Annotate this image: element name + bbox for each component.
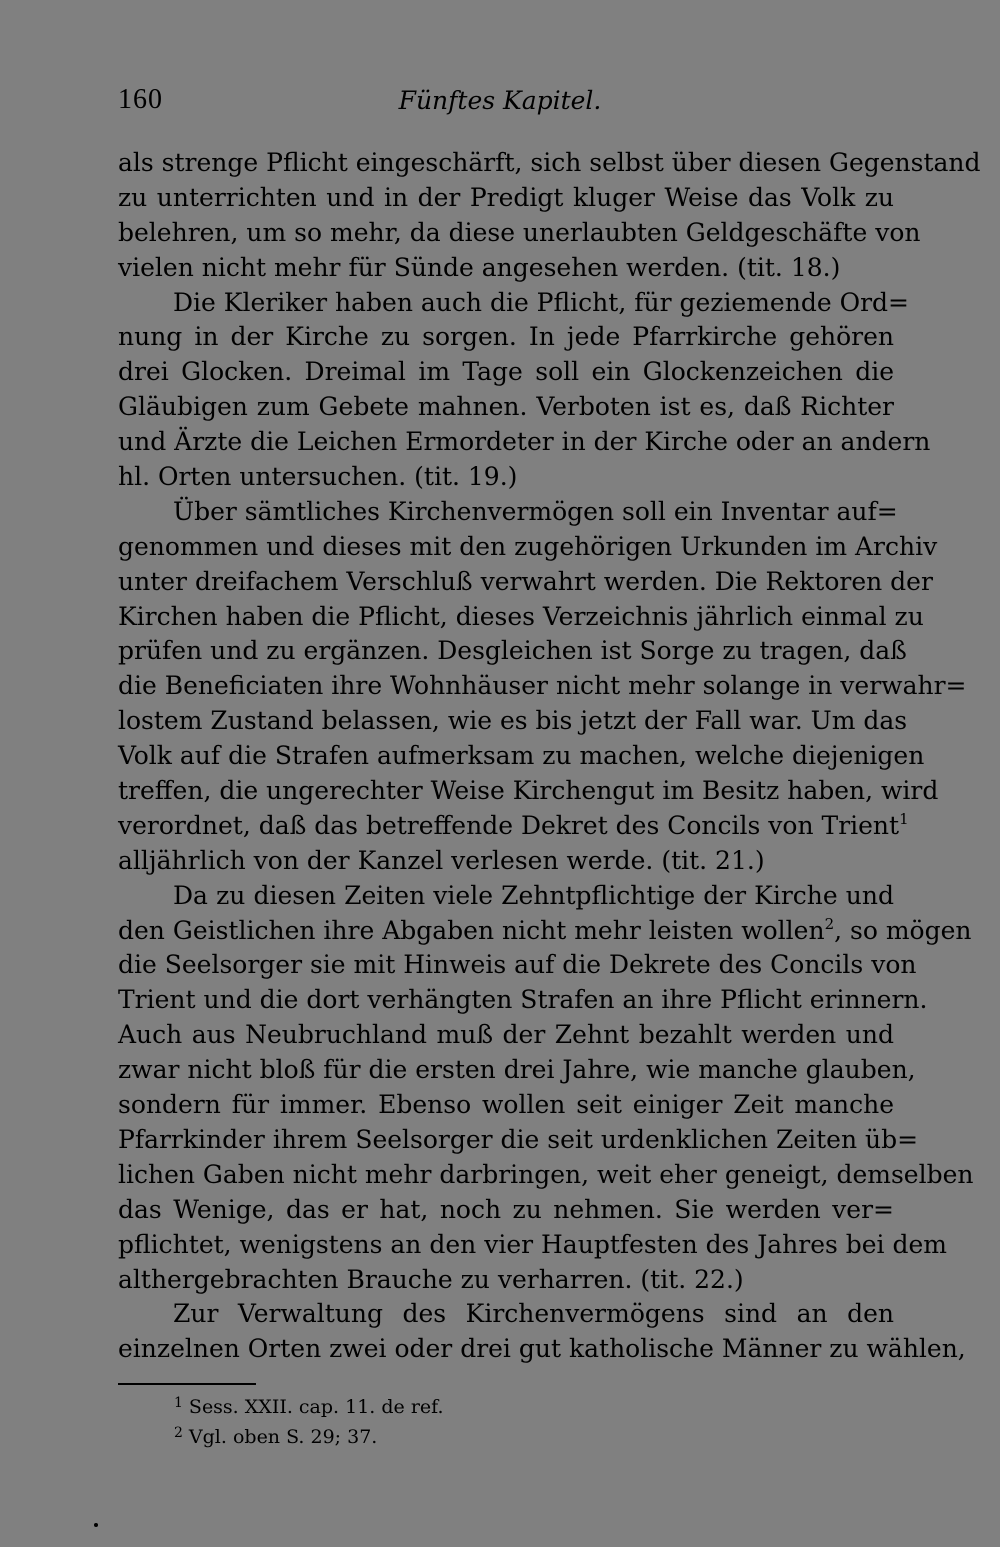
text-line: althergebrachten Brauche zu verharren. (tit. 22.) [118, 1264, 744, 1294]
footnote [174, 1388, 874, 1418]
text-line: zwar nicht bloß für die ersten drei Jahre, wie manche glauben, [118, 1055, 916, 1085]
footnote-divider [118, 1383, 256, 1385]
text-line: die Beneficiaten ihre Wohnhäuser nicht mehr solange in verwahr= [118, 671, 967, 701]
text-line: drei Glocken. Dreimal im Tage soll ein Glockenzeichen die [118, 357, 894, 387]
text-line: lichen Gaben nicht mehr darbringen, weit eher geneigt, demselben [118, 1159, 974, 1189]
text-line: Zur Verwaltung des Kirchenvermögens sind an den [173, 1299, 894, 1329]
text-line: die Seelsorger sie mit Hinweis auf die Dekrete des Concils von [118, 950, 917, 980]
footnote-mark: 1 [174, 1395, 183, 1411]
text-line: Pfarrkinder ihrem Seelsorger die seit urdenklichen Zeiten üb= [118, 1124, 919, 1154]
text-line: nung in der Kirche zu sorgen. In jede Pfarrkirche gehören [118, 322, 894, 352]
footnote-ref: 2 [824, 914, 835, 933]
line-text-tail: , so mögen [834, 915, 972, 945]
text-line: Über sämtliches Kirchenvermögen soll ein Inventar auf= [173, 496, 898, 526]
text-line: das Wenige, das er hat, noch zu nehmen. Sie werden ver= [118, 1194, 894, 1224]
text-line: pflichtet, wenigstens an den vier Hauptfesten des Jahres bei dem [118, 1229, 948, 1259]
text-line: Kirchen haben die Pflicht, dieses Verzeichnis jährlich einmal zu [118, 601, 924, 631]
text-line: alljährlich von der Kanzel verlesen werde. (tit. 21.) [118, 845, 765, 875]
page-number: 160 [118, 84, 163, 115]
footnote [174, 1418, 874, 1448]
text-line: hl. Orten untersuchen. (tit. 19.) [118, 462, 518, 492]
text-line: und Ärzte die Leichen Ermordeter in der Kirche oder an andern [118, 427, 931, 457]
text-line: lostem Zustand belassen, wie es bis jetzt der Fall war. Um das [118, 706, 908, 736]
text-line-with-ref [118, 914, 972, 949]
text-line: als strenge Pflicht eingeschärft, sich selbst über diesen Gegenstand [118, 148, 981, 177]
line-text: verordnet, daß das betreffende Dekret des Concils von Trient [118, 810, 900, 840]
text-line: Trient und die dort verhängten Strafen an ihre Pflicht erinnern. [118, 985, 928, 1015]
text-line: Gläubigen zum Gebete mahnen. Verboten ist es, daß Richter [118, 392, 894, 422]
text-line: vielen nicht mehr für Sünde angesehen werden. (tit. 18.) [118, 252, 841, 282]
text-line: treffen, die ungerechter Weise Kirchengut im Besitz haben, wird [118, 776, 939, 806]
footnote-mark: 2 [174, 1425, 183, 1441]
text-line: Die Kleriker haben auch die Pflicht, für geziemende Ord= [173, 287, 909, 317]
footnote-ref: 1 [899, 809, 909, 828]
footnote-text: Vgl. oben S. 29; 37. [188, 1426, 378, 1448]
text-line: belehren, um so mehr, da diese unerlaubten Geldgeschäfte von [118, 217, 921, 247]
text-line: Auch aus Neubruchland muß der Zehnt bezahlt werden und [118, 1020, 894, 1050]
text-line: prüfen und zu ergänzen. Desgleichen ist Sorge zu tragen, daß [118, 636, 907, 666]
text-line: sondern für immer. Ebenso wollen seit einiger Zeit manche [118, 1090, 894, 1120]
line-text: den Geistlichen ihre Abgaben nicht mehr leisten wollen [118, 915, 825, 945]
print-speck [94, 1523, 98, 1527]
text-line: Volk auf die Strafen aufmerksam zu machen, welche diejenigen [118, 741, 925, 771]
footnotes [174, 1388, 874, 1448]
body-text [118, 146, 981, 1367]
text-line: unter dreifachem Verschluß verwahrt werden. Die Rektoren der [118, 566, 933, 596]
text-line: genommen und dieses mit den zugehörigen Urkunden im Archiv [118, 531, 938, 561]
text-line: zu unterrichten und in der Predigt kluger Weise das Volk zu [118, 182, 894, 212]
text-line: einzelnen Orten zwei oder drei gut katholische Männer zu wählen, [118, 1334, 966, 1364]
text-line: Da zu diesen Zeiten viele Zehntpflichtige der Kirche und [173, 880, 894, 910]
text-line-with-ref [118, 809, 909, 844]
footnote-text: Sess. XXII. cap. 11. de ref. [188, 1396, 444, 1418]
running-head: Fünftes Kapitel. [398, 86, 602, 115]
